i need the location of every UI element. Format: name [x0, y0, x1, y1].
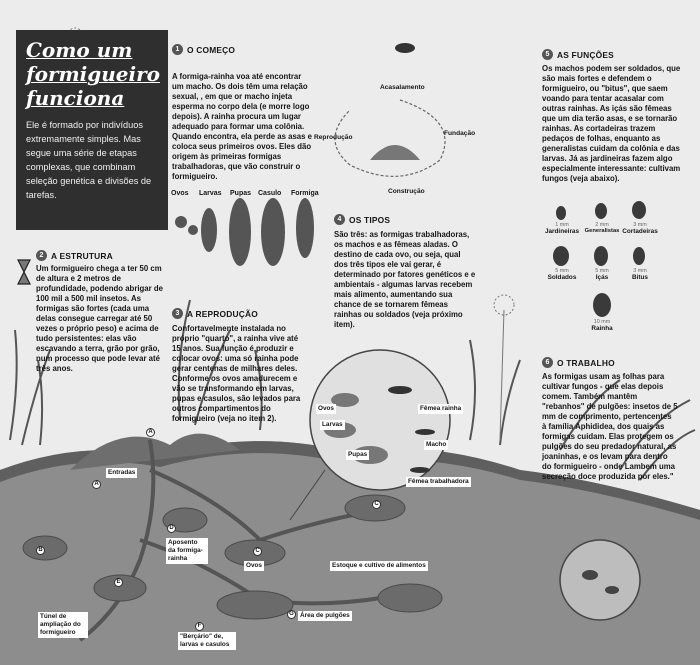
section-4-title: OS TIPOS	[349, 214, 391, 225]
section-2-title: A ESTRUTURA	[51, 250, 113, 261]
stage-label-ovos: Ovos	[171, 190, 189, 197]
section-2-text: Um formigueiro chega a ter 50 cm de altura e 2 metros de profundidade, podendo abrigar de 100 mil a 500 mil insetos. As formigas são fortes (cada uma delas consegue carregar até 50 vezes o próprio peso) e acima de tudo persistentes: elas vão escavando a terra, grão por grão, num processo que pode levar até três anos.	[36, 264, 163, 373]
nest-label-aposento: Aposento da formiga-rainha	[166, 538, 208, 564]
caste-size: 5 mm	[595, 268, 609, 274]
caste-name: Generalistas	[584, 228, 620, 234]
nest-label-pulgoes: Área de pulgões	[300, 612, 350, 619]
nest-marker: A	[92, 480, 101, 489]
circle-label-ovos: Ovos	[318, 405, 334, 412]
cycle-label-acasalamento: Acasalamento	[380, 84, 425, 91]
section-3	[172, 308, 302, 319]
nest-marker: E	[114, 578, 123, 587]
section-6	[542, 357, 682, 368]
section-5	[542, 49, 682, 60]
section-5-number: 5	[542, 49, 553, 60]
caste-name: Bitus	[632, 274, 648, 281]
nest-marker: F	[195, 622, 204, 631]
section-2-heading	[36, 250, 166, 261]
nest-marker: B	[36, 546, 45, 555]
circle-label-macho: Macho	[426, 441, 447, 448]
section-6-text: As formigas usam as folhas para cultivar fungos - que elas depois comem. Também mantêm "rebanhos" de pulgões: insetos de 5 mm de comprimento, pertencentes à família Aphididea, dos quais as formigas cuidam. Elas protegem os pulgões do seu predador natural, as joaninhas, e os levam para dentro do formigueiro - onde Lambem uma secreção doce produzida por eles."	[542, 372, 678, 481]
stage-label-pupas: Pupas	[230, 190, 252, 197]
nest-label-estoque: Estoque e cultivo de alimentos	[332, 562, 426, 569]
section-1-title: O COMEÇO	[187, 44, 236, 55]
caste-soldados	[540, 268, 584, 281]
aphid-zoom-circle	[560, 540, 640, 620]
section-1-number: 1	[172, 44, 183, 55]
section-1-text: A formiga-rainha voa até encontrar um macho. Os dois têm uma relação sexual, , em que or macho injeta esperma no corpo dela (e morre logo depois). A rainha procura um lugar adequado para formar uma colônia. Quando encontra, ela perde as asas e coloca seus primeiros ovos. Eles dão origem às primeiras formigas trabalhadoras, que vão construir o formigueiro.	[172, 72, 312, 181]
section-6-number: 6	[542, 357, 553, 368]
caste-size: 5 mm	[555, 268, 569, 274]
caste-name: Cortadeiras	[622, 228, 658, 235]
caste-cortadeiras	[618, 222, 662, 235]
nest-label-ovos: Ovos	[246, 562, 262, 569]
nest-marker: C	[372, 500, 381, 509]
caste-jardineiras	[540, 222, 584, 235]
caste-size: 3 mm	[633, 222, 647, 228]
section-4	[334, 214, 474, 225]
stage-illustration	[175, 198, 314, 266]
section-4-heading	[334, 214, 474, 225]
section-4-number: 4	[334, 214, 345, 225]
circle-label-larvas: Larvas	[322, 421, 343, 428]
section-1-heading	[172, 44, 312, 55]
section-3-number: 3	[172, 308, 183, 319]
nest-label-bercario: "Berçário" de, larvas e casulos	[178, 632, 236, 650]
section-2-number: 2	[36, 250, 47, 261]
nest-marker: C	[253, 547, 262, 556]
circle-label-pupas: Pupas	[348, 451, 368, 458]
section-5-heading	[542, 49, 682, 60]
section-3-title: A REPRODUÇÃO	[187, 308, 258, 319]
page-title: Como um formigueiro funciona	[26, 38, 160, 110]
mini-mound-illustration	[370, 145, 420, 160]
caste-size: 10 mm	[593, 319, 611, 325]
section-1	[172, 44, 312, 55]
nest-label-tunel: Túnel de ampliação do formigueiro	[38, 612, 88, 638]
section-2	[36, 250, 166, 261]
nest-marker: D	[167, 524, 176, 533]
cycle-label-fundacao: Fundação	[444, 130, 476, 137]
hourglass-icon	[18, 260, 30, 284]
nest-label-entradas: Entradas	[108, 469, 136, 476]
stage-label-casulo: Casulo	[258, 190, 282, 197]
cycle-label-reproducao: Reprodução	[314, 134, 353, 141]
section-5-text: Os machos podem ser soldados, que são mais fortes e defendem o formigueiro, ou "bitus", que saem voando para tentar acasalar com outras rainhas. As içás são fêmeas que um dia terão asas, e se tornarão rainhas. As cortadeiras trazem pedaços de folhas, enquanto as generalistas cuidam da colônia e das larvas. Já as jardineiras fazem algo especialmente interessante: cultivam fungos (veja abaixo).	[542, 64, 681, 183]
caste-name: Rainha	[591, 325, 613, 332]
caste-bitus	[618, 268, 662, 281]
stage-label-formiga: Formiga	[291, 190, 319, 197]
caste-rainha	[580, 319, 624, 332]
caste-ant-illustration	[553, 201, 646, 317]
section-4-text: São três: as formigas trabalhadoras, os machos e as fêmeas aladas. O destino de cada ovo, ou seja, qual dos três tipos ele vai gerar, é determinado por fatores genéticos e e ambientais - algumas larvas recebem mais alimento, aumentando sua chance de se tornarem fêmeas rainhas ou soldados (veja próximo item).	[334, 230, 476, 329]
section-3-text: Confortavelmente instalada no próprio "quarto", a rainha vive até 15 anos. Sua função é produzir e colocar ovos: uma só rainha pode gerar centenas de milhares deles. Conforme os ovos amadurecem e vão se transformando em larvas, pupas e casulos, são levados para outros compartimentos do formigueiro (veja no item 2).	[172, 324, 301, 423]
nest-marker: A	[146, 428, 155, 437]
section-5-title: AS FUNÇÕES	[557, 49, 614, 60]
section-6-title: O TRABALHO	[557, 357, 615, 368]
caste-name: Soldados	[547, 274, 577, 281]
caste-name: Içás	[595, 274, 609, 281]
section-3-heading	[172, 308, 302, 319]
circle-label-femea-trabalhadora: Fêmea trabalhadora	[408, 478, 469, 485]
caste-size: 3 mm	[633, 268, 647, 274]
caste-size: 1 mm	[555, 222, 569, 228]
caste-size: 2 mm	[595, 222, 609, 228]
cycle-label-construcao: Construção	[388, 188, 425, 195]
intro-text: Ele é formado por indivíduos extremamente simples. Mas segue uma série de etapas complexas, que combinam seleção genética e divisões de tarefas.	[26, 120, 152, 200]
stage-label-larvas: Larvas	[199, 190, 222, 197]
title-box	[16, 30, 168, 230]
circle-label-femea-rainha: Fêmea rainha	[420, 405, 462, 412]
nest-marker: G	[287, 610, 296, 619]
section-6-heading	[542, 357, 682, 368]
caste-name: Jardineiras	[544, 228, 580, 235]
